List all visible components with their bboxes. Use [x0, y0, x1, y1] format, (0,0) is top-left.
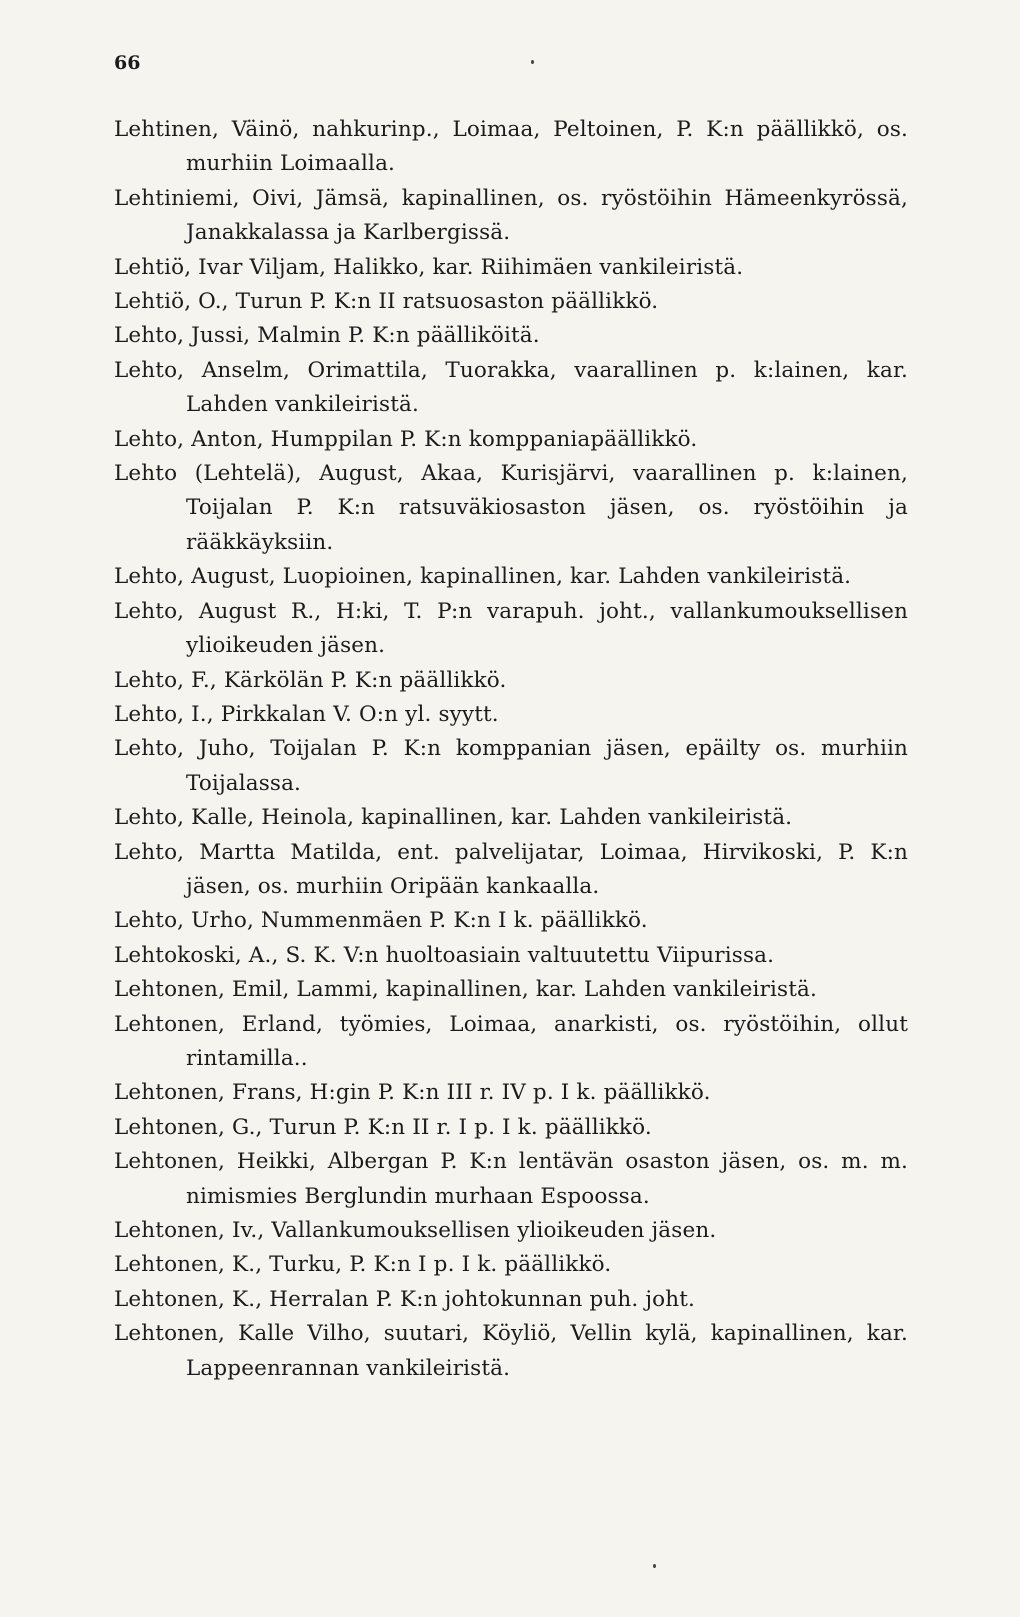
register-entry: Lehto, F., Kärkölän P. K:n päällikkö.	[114, 667, 507, 693]
register-entry: Lehtonen, Iv., Vallankumouksellisen ylioikeuden jäsen.	[114, 1218, 717, 1243]
register-entry: Lehto, Juho, Toijalan P. K:n komppanian jäsen, epäilty os. murhiin Toijalassa.	[114, 736, 908, 796]
register-entry: Lehtokoski, A., S. K. V:n huoltoasiain valtuutettu Viipurissa.	[114, 942, 775, 968]
register-entry: Lehtonen, Emil, Lammi, kapinallinen, kar. Lahden vankileiristä.	[114, 977, 817, 1003]
register-entry: Lehto, Kalle, Heinola, kapinallinen, kar. Lahden vankileiristä.	[114, 805, 793, 831]
register-entry: Lehto, Urho, Nummenmäen P. K:n I k. päällikkö.	[114, 908, 648, 934]
register-entry: Lehtonen, K., Herralan P. K:n johtokunnan puh. joht.	[114, 1286, 696, 1312]
register-entry: Lehtonen, Heikki, Albergan P. K:n lentävän osaston jäsen, os. m. m. nimismies Berglundin murhaan Espoossa.	[114, 1149, 908, 1209]
register-entry: Lehtiniemi, Oivi, Jämsä, kapinallinen, os. ryöstöihin Hämeenkyrössä, Janakkalassa ja Karlbergissä.	[114, 185, 908, 246]
print-speck	[531, 60, 534, 64]
register-entries	[114, 113, 908, 1386]
register-entry: Lehtiö, O., Turun P. K:n II ratsuosaston päällikkö.	[114, 289, 659, 315]
register-entry: Lehto, Jussi, Malmin P. K:n päälliköitä.	[114, 323, 540, 349]
register-entry: Lehto (Lehtelä), August, Akaa, Kurisjärvi, vaarallinen p. k:lainen, Toijalan P. K:n ratsuväkiosaston jäsen, os. ryöstöihin ja rääkkäyksiin.	[114, 461, 908, 555]
register-entry: Lehtonen, Erland, työmies, Loimaa, anarkisti, os. ryöstöihin, ollut rintamilla..	[114, 1011, 908, 1071]
register-entry: Lehtiö, Ivar Viljam, Halikko, kar. Riihimäen vankileiristä.	[114, 254, 744, 280]
print-speck	[653, 1564, 656, 1568]
register-entry: Lehto, I., Pirkkalan V. O:n yl. syytt.	[114, 701, 499, 727]
register-entry: Lehto, Anselm, Orimattila, Tuorakka, vaarallinen p. k:lainen, kar. Lahden vankileiristä.	[114, 357, 908, 418]
register-entry: Lehto, Anton, Humppilan P. K:n komppaniapäällikkö.	[114, 426, 698, 452]
register-entry: Lehtonen, Frans, H:gin P. K:n III r. IV p. I k. päällikkö.	[114, 1080, 711, 1106]
register-entry: Lehto, August, Luopioinen, kapinallinen, kar. Lahden vankileiristä.	[114, 564, 852, 590]
register-entry: Lehtinen, Väinö, nahkurinp., Loimaa, Peltoinen, P. K:n päällikkö, os. murhiin Loimaalla.	[114, 117, 908, 177]
page-number: 66	[114, 52, 141, 74]
register-entry: Lehtonen, K., Turku, P. K:n I p. I k. päällikkö.	[114, 1252, 612, 1278]
register-entry: Lehto, Martta Matilda, ent. palvelijatar, Loimaa, Hirvikoski, P. K:n jäsen, os. murhiin Oripään kankaalla.	[114, 839, 908, 899]
register-entry: Lehtonen, G., Turun P. K:n II r. I p. I k. päällikkö.	[114, 1114, 652, 1140]
register-entry: Lehto, August R., H:ki, T. P:n varapuh. joht., vallankumouksellisen ylioikeuden jäsen.	[114, 598, 908, 659]
register-entry: Lehtonen, Kalle Vilho, suutari, Köyliö, Vellin kylä, kapinallinen, kar. Lappeenrannan vankileiristä.	[114, 1321, 908, 1381]
